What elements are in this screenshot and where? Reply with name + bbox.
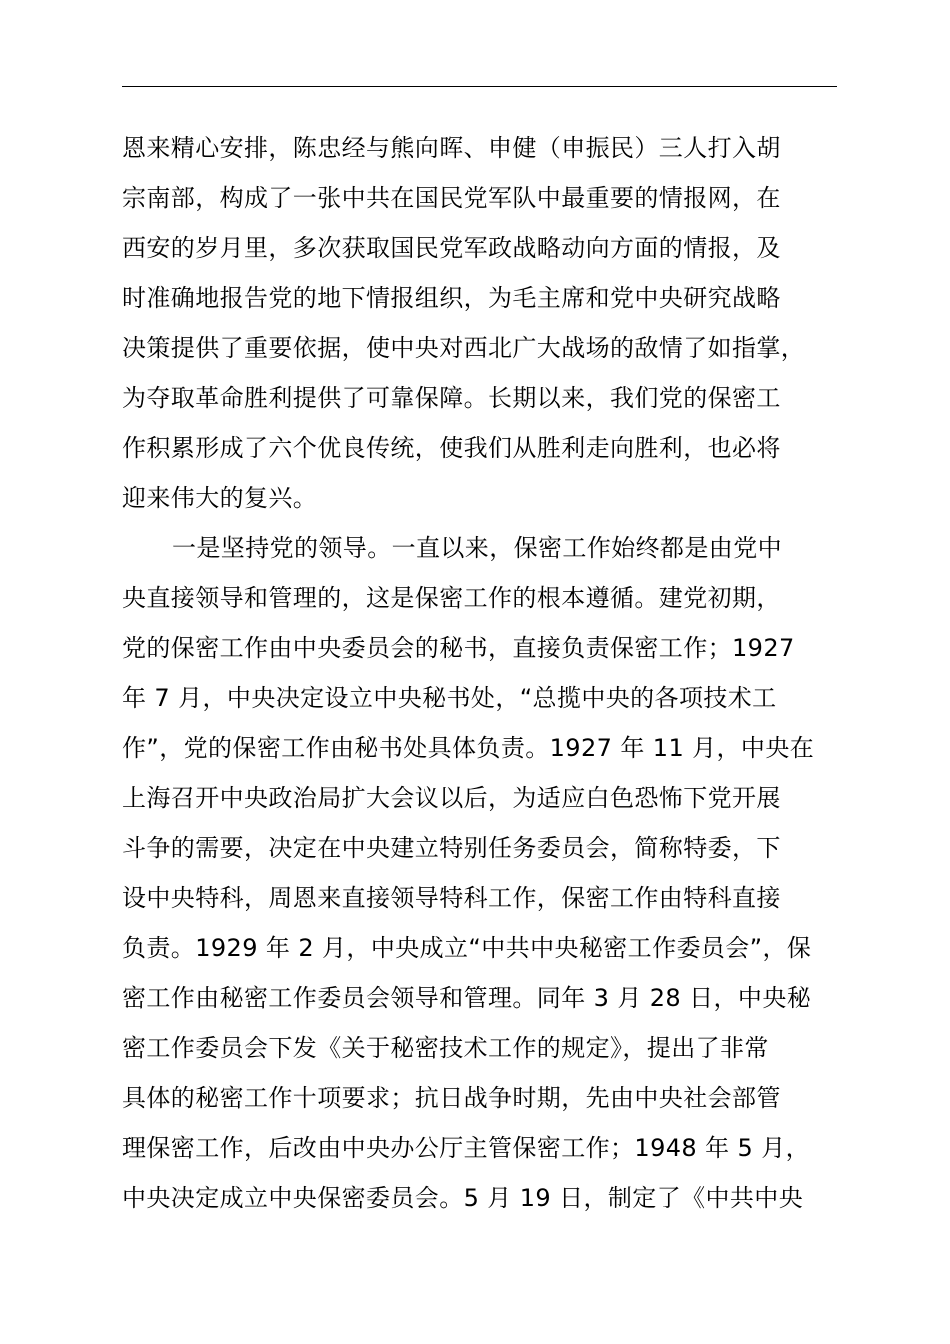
text-line: 迎来伟大的复兴。	[122, 484, 318, 512]
text-line: 决策提供了重要依据，使中央对西北广大战场的敌情了如指掌，	[122, 334, 806, 362]
text-line: 密工作由秘密工作委员会领导和管理。同年 3 月 28 日，中央秘	[122, 984, 812, 1012]
text-line: 作积累形成了六个优良传统，使我们从胜利走向胜利，也必将	[122, 434, 781, 462]
paragraph-first-line: 一是坚持党的领导。一直以来，保密工作始终都是由党中	[172, 534, 782, 562]
text-line: 年 7 月，中央决定设立中央秘书处，“总揽中央的各项技术工	[122, 684, 777, 712]
text-line: 具体的秘密工作十项要求；抗日战争时期，先由中央社会部管	[122, 1084, 781, 1112]
text-line: 时准确地报告党的地下情报组织，为毛主席和党中央研究战略	[122, 284, 781, 312]
text-line: 斗争的需要，决定在中央建立特别任务委员会，简称特委，下	[122, 834, 781, 862]
text-line: 中央决定成立中央保密委员会。5 月 19 日，制定了《中共中央	[122, 1184, 804, 1212]
text-line: 上海召开中央政治局扩大会议以后，为适应白色恐怖下党开展	[122, 784, 781, 812]
text-line: 西安的岁月里，多次获取国民党军政战略动向方面的情报，及	[122, 234, 781, 262]
text-line: 党的保密工作由中央委员会的秘书，直接负责保密工作；1927	[122, 634, 795, 662]
header-rule	[122, 86, 837, 87]
text-line: 宗南部，构成了一张中共在国民党军队中最重要的情报网，在	[122, 184, 781, 212]
text-line: 理保密工作，后改由中央办公厅主管保密工作；1948 年 5 月，	[122, 1134, 811, 1162]
text-line: 设中央特科，周恩来直接领导特科工作，保密工作由特科直接	[122, 884, 781, 912]
body-text	[122, 128, 852, 1228]
text-line: 负责。1929 年 2 月，中央成立“中共中央秘密工作委员会”，保	[122, 934, 812, 962]
text-line: 恩来精心安排，陈忠经与熊向晖、申健（申振民）三人打入胡	[122, 134, 781, 162]
text-line: 作”，党的保密工作由秘书处具体负责。1927 年 11 月，中央在	[122, 734, 815, 762]
text-line: 央直接领导和管理的，这是保密工作的根本遵循。建党初期，	[122, 584, 781, 612]
text-line: 为夺取革命胜利提供了可靠保障。长期以来，我们党的保密工	[122, 384, 781, 412]
text-line: 密工作委员会下发《关于秘密技术工作的规定》，提出了非常	[122, 1034, 769, 1062]
